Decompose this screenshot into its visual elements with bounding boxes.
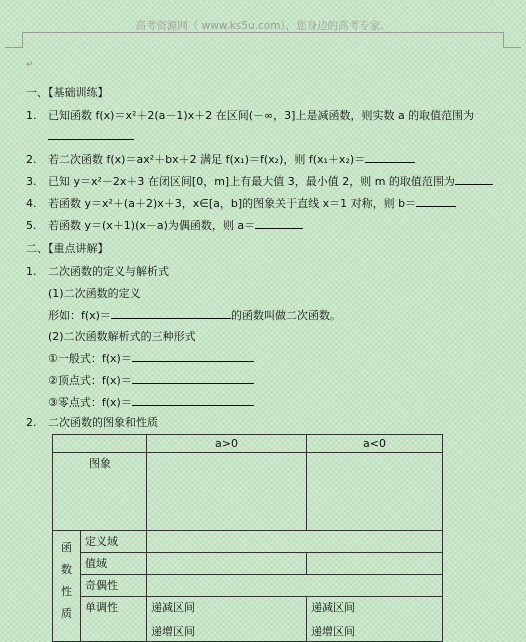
question-number: 3. bbox=[26, 175, 37, 188]
page-header: 高考资源网（ www.ks5u.com），您身边的高考专家。 bbox=[135, 20, 391, 32]
increasing-interval-label: 递增区间 bbox=[151, 625, 195, 638]
decreasing-interval-label: 递减区间 bbox=[151, 601, 195, 614]
form-label: ①一般式：f(x)＝ bbox=[48, 352, 132, 365]
definition-prefix: 形如：f(x)＝ bbox=[48, 309, 111, 322]
domain-cell[interactable] bbox=[147, 531, 443, 553]
topic-title: 二次函数的图象和性质 bbox=[48, 416, 158, 429]
form-blank[interactable] bbox=[132, 350, 254, 362]
row-label-domain: 定义域 bbox=[81, 531, 147, 553]
table-corner-cell bbox=[53, 435, 147, 453]
margin-corner-right bbox=[503, 32, 504, 48]
header-a-negative: a<0 bbox=[307, 435, 443, 453]
decreasing-interval-label: 递减区间 bbox=[311, 601, 355, 614]
question-number: 5. bbox=[26, 219, 37, 232]
paragraph-mark: ↵ bbox=[26, 60, 34, 70]
topic-number: 2. bbox=[26, 416, 37, 429]
parity-cell[interactable] bbox=[147, 575, 443, 597]
form-label: ③零点式：f(x)＝ bbox=[48, 396, 132, 409]
answer-blank-3[interactable] bbox=[455, 173, 493, 185]
subtopic-forms: (2)二次函数解析式的三种形式 bbox=[48, 330, 196, 343]
header-a-positive: a>0 bbox=[147, 435, 307, 453]
form-vertex bbox=[48, 372, 254, 388]
range-cell-a-positive[interactable] bbox=[147, 553, 307, 575]
margin-tick-right bbox=[503, 47, 521, 48]
row-label-graph: 图象 bbox=[53, 453, 147, 531]
form-zeros bbox=[48, 394, 254, 410]
answer-blank-1[interactable] bbox=[48, 128, 134, 143]
graph-cell-a-negative[interactable] bbox=[307, 453, 443, 531]
mono-cell-a-negative bbox=[307, 597, 443, 642]
increasing-interval-label: 递增区间 bbox=[311, 625, 355, 638]
form-general bbox=[48, 350, 254, 366]
answer-blank-5[interactable] bbox=[255, 217, 303, 229]
topic-title: 二次函数的定义与解析式 bbox=[48, 265, 169, 278]
question-number: 2. bbox=[26, 153, 37, 166]
form-label: ②顶点式：f(x)＝ bbox=[48, 374, 132, 387]
topic-2 bbox=[26, 414, 158, 430]
question-number: 4. bbox=[26, 197, 37, 210]
range-cell-a-negative[interactable] bbox=[307, 553, 443, 575]
row-label-parity: 奇偶性 bbox=[81, 575, 147, 597]
mono-cell-a-positive bbox=[147, 597, 307, 642]
question-text: 已知函数 f(x)＝x²＋2(a－1)x＋2 在区间(－∞，3]上是减函数，则实数 a 的取值范围为 bbox=[48, 109, 475, 122]
question-text: 若二次函数 f(x)＝ax²＋bx＋2 满足 f(x₁)＝f(x₂)，则 f(x₁＋x₂)＝ bbox=[48, 153, 366, 166]
question-2 bbox=[26, 151, 415, 167]
subtopic-definition: (1)二次函数的定义 bbox=[48, 287, 141, 300]
margin-tick-left bbox=[5, 47, 23, 48]
question-3 bbox=[26, 173, 493, 189]
group-label-function-properties: 函 数 性 质 bbox=[53, 531, 81, 642]
question-text: 已知 y＝x²－2x＋3 在闭区间[0，m]上有最大值 3，最小值 2，则 m 的取值范围为 bbox=[48, 175, 455, 188]
form-blank[interactable] bbox=[132, 372, 254, 384]
definition-line bbox=[48, 307, 341, 323]
properties-table bbox=[52, 434, 443, 642]
question-4 bbox=[26, 195, 456, 211]
question-1 bbox=[26, 107, 474, 123]
answer-blank-4[interactable] bbox=[416, 195, 456, 207]
question-5 bbox=[26, 217, 303, 233]
topic-1 bbox=[26, 263, 169, 279]
topic-number: 1. bbox=[26, 265, 37, 278]
section-title-key-points: 二、【重点讲解】 bbox=[26, 242, 109, 255]
form-blank[interactable] bbox=[132, 394, 254, 406]
answer-blank-2[interactable] bbox=[365, 151, 415, 163]
header-rule bbox=[22, 32, 504, 33]
row-label-monotonicity: 单调性 bbox=[81, 597, 147, 642]
question-text: 若函数 y＝x²＋(a＋2)x＋3，x∈[a，b]的图象关于直线 x＝1 对称，则 b＝ bbox=[48, 197, 417, 210]
question-text: 若函数 y＝(x＋1)(x－a)为偶函数，则 a＝ bbox=[48, 219, 256, 232]
definition-blank[interactable] bbox=[111, 307, 231, 319]
section-title-basic: 一、【基础训练】 bbox=[26, 86, 109, 99]
margin-corner-left bbox=[22, 32, 23, 48]
definition-suffix: 的函数叫做二次函数。 bbox=[230, 309, 341, 322]
row-label-range: 值域 bbox=[81, 553, 147, 575]
graph-cell-a-positive[interactable] bbox=[147, 453, 307, 531]
question-number: 1. bbox=[26, 109, 37, 122]
